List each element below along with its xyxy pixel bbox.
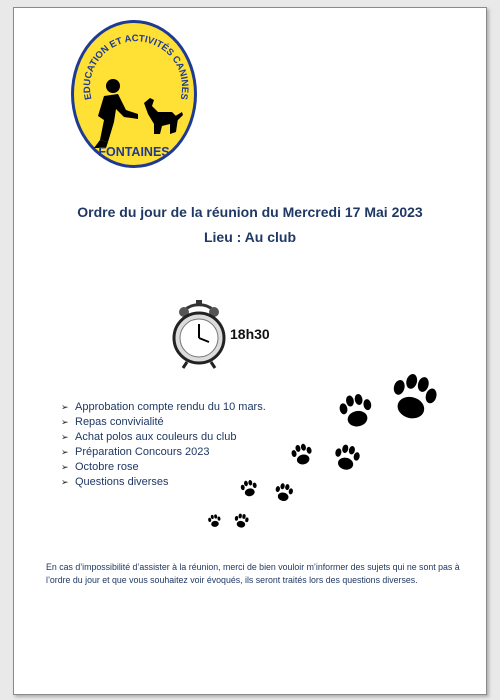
paw-print-icon [384,366,444,426]
paw-print-icon [232,511,251,530]
arrow-bullet-icon: ➢ [61,432,69,442]
agenda-item: ➢ Approbation compte rendu du 10 mars. [61,401,266,413]
meeting-location: Lieu : Au club [203,229,297,245]
notice-paragraph: En cas d’impossibilité d’assister à la réunion, merci de bien vouloir m’informer des sujets qui ne sont pas à l’ordre du jour et que vous souhaitez voir évoqués, ils seront traités lors des questions diverses. [46,562,460,585]
paw-print-icon [272,480,296,504]
club-logo [66,14,202,176]
paw-print-icon [206,512,223,529]
agenda-item: ➢ Octobre rose [61,461,139,473]
agenda-item: ➢ Questions diverses [61,476,169,488]
agenda-list [61,400,266,490]
document-page [13,7,487,695]
agenda-item: ➢ Achat polos aux couleurs du club [61,431,237,443]
paw-print-icon [288,440,316,468]
arrow-bullet-icon: ➢ [61,462,69,472]
alarm-clock-icon [169,298,229,370]
paw-print-icon [238,477,260,499]
paw-print-icon [330,440,364,474]
logo-arc-text: EDUCATION ET ACTIVITÉS CANINES [81,33,191,101]
agenda-item: ➢ Préparation Concours 2023 [61,446,210,458]
arrow-bullet-icon: ➢ [61,402,69,412]
arrow-bullet-icon: ➢ [61,447,69,457]
meeting-title: Ordre du jour de la réunion du Mercredi 17 Mai 2023 [77,204,423,220]
logo-bottom-text: FONTAINES [98,145,170,159]
meeting-time: 18h30 [230,326,270,342]
arrow-bullet-icon: ➢ [61,477,69,487]
agenda-item: ➢ Repas convivialité [61,416,164,428]
paw-print-icon [334,388,378,432]
arrow-bullet-icon: ➢ [61,417,69,427]
